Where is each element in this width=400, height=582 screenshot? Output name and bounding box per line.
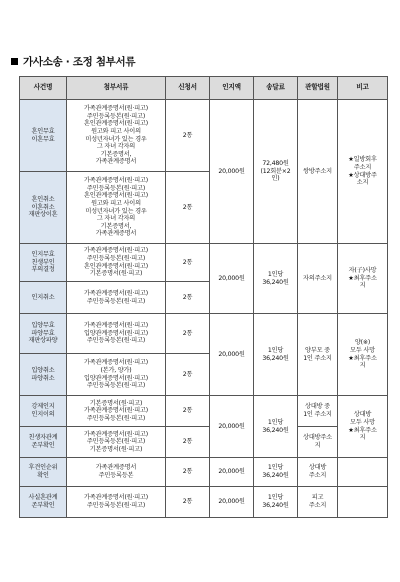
stamp-fee-cell: 20,000원 (210, 458, 254, 487)
documents-cell: 가족관계증명서(원·피고) 주민등록등본(원·피고) (67, 282, 166, 314)
header-stamp-fee: 인지액 (210, 77, 254, 100)
stamp-fee-cell: 20,000원 (210, 396, 254, 458)
table-row (20, 314, 388, 354)
court-cell: 상대방 주소지 (298, 458, 338, 487)
note-cell: 양(※) 모두 사망 ★최후주소 지 (338, 314, 388, 396)
service-fee-cell: 1인당 36,240원 (254, 314, 298, 396)
documents-cell: 가족관계증명서(원·피고) 주민등록등본(원·피고) 혼인관계증명서(원·피고) 원고와 피고 사이의 미성년자녀가 있는 경우 그 자녀 각자의 기본증명서, 가족관계증명서 (67, 172, 166, 244)
header-application: 신청서 (166, 77, 210, 100)
copies-cell: 2통 (166, 427, 210, 458)
documents-cell: 가족관계증명서(원·피고) 주민등록등본(원·피고) 혼인관계증명서(원·피고) 기본증명서(원·피고) (67, 244, 166, 282)
section-title-text: 가사소송 · 조정 첨부서류 (23, 56, 136, 68)
documents-cell: 가족관계증명서(원·피고) (본가, 양가) 입양관계증명서(원·피고) 주민등록등본(원·피고) (67, 354, 166, 396)
documents-cell: 기본증명서(원·피고) 가족관계증명서(원·피고) 주민등록등본(원·피고) (67, 396, 166, 427)
table-header-row (20, 77, 388, 100)
court-cell: 피고 주소지 (298, 487, 338, 518)
copies-cell: 2통 (166, 100, 210, 172)
service-fee-cell: 1인당 36,240원 (254, 396, 298, 458)
note-cell: ★일방회후 주소지 ★상대방주 소지 (338, 100, 388, 244)
documents-cell: 가족관계증명서(원·피고) 주민등록등본(원·피고) 기본증명서(원·피고) (67, 427, 166, 458)
copies-cell: 2통 (166, 487, 210, 518)
service-fee-cell: 1인당 36,240원 (254, 458, 298, 487)
court-cell: 양부모 중 1인 주소지 (298, 314, 338, 396)
header-case: 사건명 (20, 77, 67, 100)
case-name: 입양취소 파양취소 (20, 354, 67, 396)
note-cell (338, 487, 388, 518)
documents-cell: 가족관계증명서(원·피고) 주민등록등본(원·피고) 혼인관계증명서(원·피고) 원고와 피고 사이의 미성년자녀가 있는 경우 그 자녀 각자의 기본증명서, 가족관계증명서 (67, 100, 166, 172)
table-row (20, 487, 388, 518)
table-row (20, 427, 388, 458)
section-title (11, 54, 135, 69)
case-name: 혼인무효 이혼무효 (20, 100, 67, 172)
table-row (20, 100, 388, 172)
table-row (20, 396, 388, 427)
attachment-table (19, 76, 388, 518)
header-court: 관할법원 (298, 77, 338, 100)
case-name: 인지무효 친생부인 부의결정 (20, 244, 67, 282)
stamp-fee-cell: 20,000원 (210, 100, 254, 244)
table-row (20, 458, 388, 487)
case-name: 입양무효 파양무효 재판상파양 (20, 314, 67, 354)
note-cell (338, 458, 388, 487)
note-cell: 상대방 모두 사망 ★최후주소 지 (338, 396, 388, 458)
documents-cell: 가족관계증명서 주민등록등본 (67, 458, 166, 487)
table-row (20, 244, 388, 282)
header-service-fee: 송달료 (254, 77, 298, 100)
case-name: 친생자관계 존부확인 (20, 427, 67, 458)
copies-cell: 2통 (166, 396, 210, 427)
stamp-fee-cell: 20,000원 (210, 314, 254, 396)
stamp-fee-cell: 20,000원 (210, 487, 254, 518)
stamp-fee-cell: 20,000원 (210, 244, 254, 314)
header-note: 비고 (338, 77, 388, 100)
note-cell: 자(子)사망 ★최후주소 지 (338, 244, 388, 314)
court-cell: 상대방 중 1인 주소지 (298, 396, 338, 427)
case-name: 후견인순위 확인 (20, 458, 67, 487)
service-fee-cell: 72,480원 (12회분×2 인) (254, 100, 298, 244)
copies-cell: 2통 (166, 172, 210, 244)
copies-cell: 2통 (166, 354, 210, 396)
case-name: 인지취소 (20, 282, 67, 314)
copies-cell: 2통 (166, 314, 210, 354)
documents-cell: 가족관계증명서(원·피고) 입양관계증명서(원·피고) 주민등록등본(원·피고) (67, 314, 166, 354)
header-docs: 첨부서류 (67, 77, 166, 100)
documents-cell: 가족관계증명서(원·피고) 주민등록등본(원·피고) (67, 487, 166, 518)
copies-cell: 2통 (166, 458, 210, 487)
court-cell: 상대방주소 지 (298, 427, 338, 458)
service-fee-cell: 1인당 36,240원 (254, 487, 298, 518)
copies-cell: 2통 (166, 244, 210, 282)
court-cell: 자의주소지 (298, 244, 338, 314)
case-name: 혼인취소 이혼취소 재판상이혼 (20, 172, 67, 244)
case-name: 사실혼관계 존부확인 (20, 487, 67, 518)
copies-cell: 2통 (166, 282, 210, 314)
service-fee-cell: 1인당 36,240원 (254, 244, 298, 314)
case-name: 강제인지 인지이의 (20, 396, 67, 427)
square-bullet-icon (11, 58, 18, 65)
court-cell: 쌍방주소지 (298, 100, 338, 244)
